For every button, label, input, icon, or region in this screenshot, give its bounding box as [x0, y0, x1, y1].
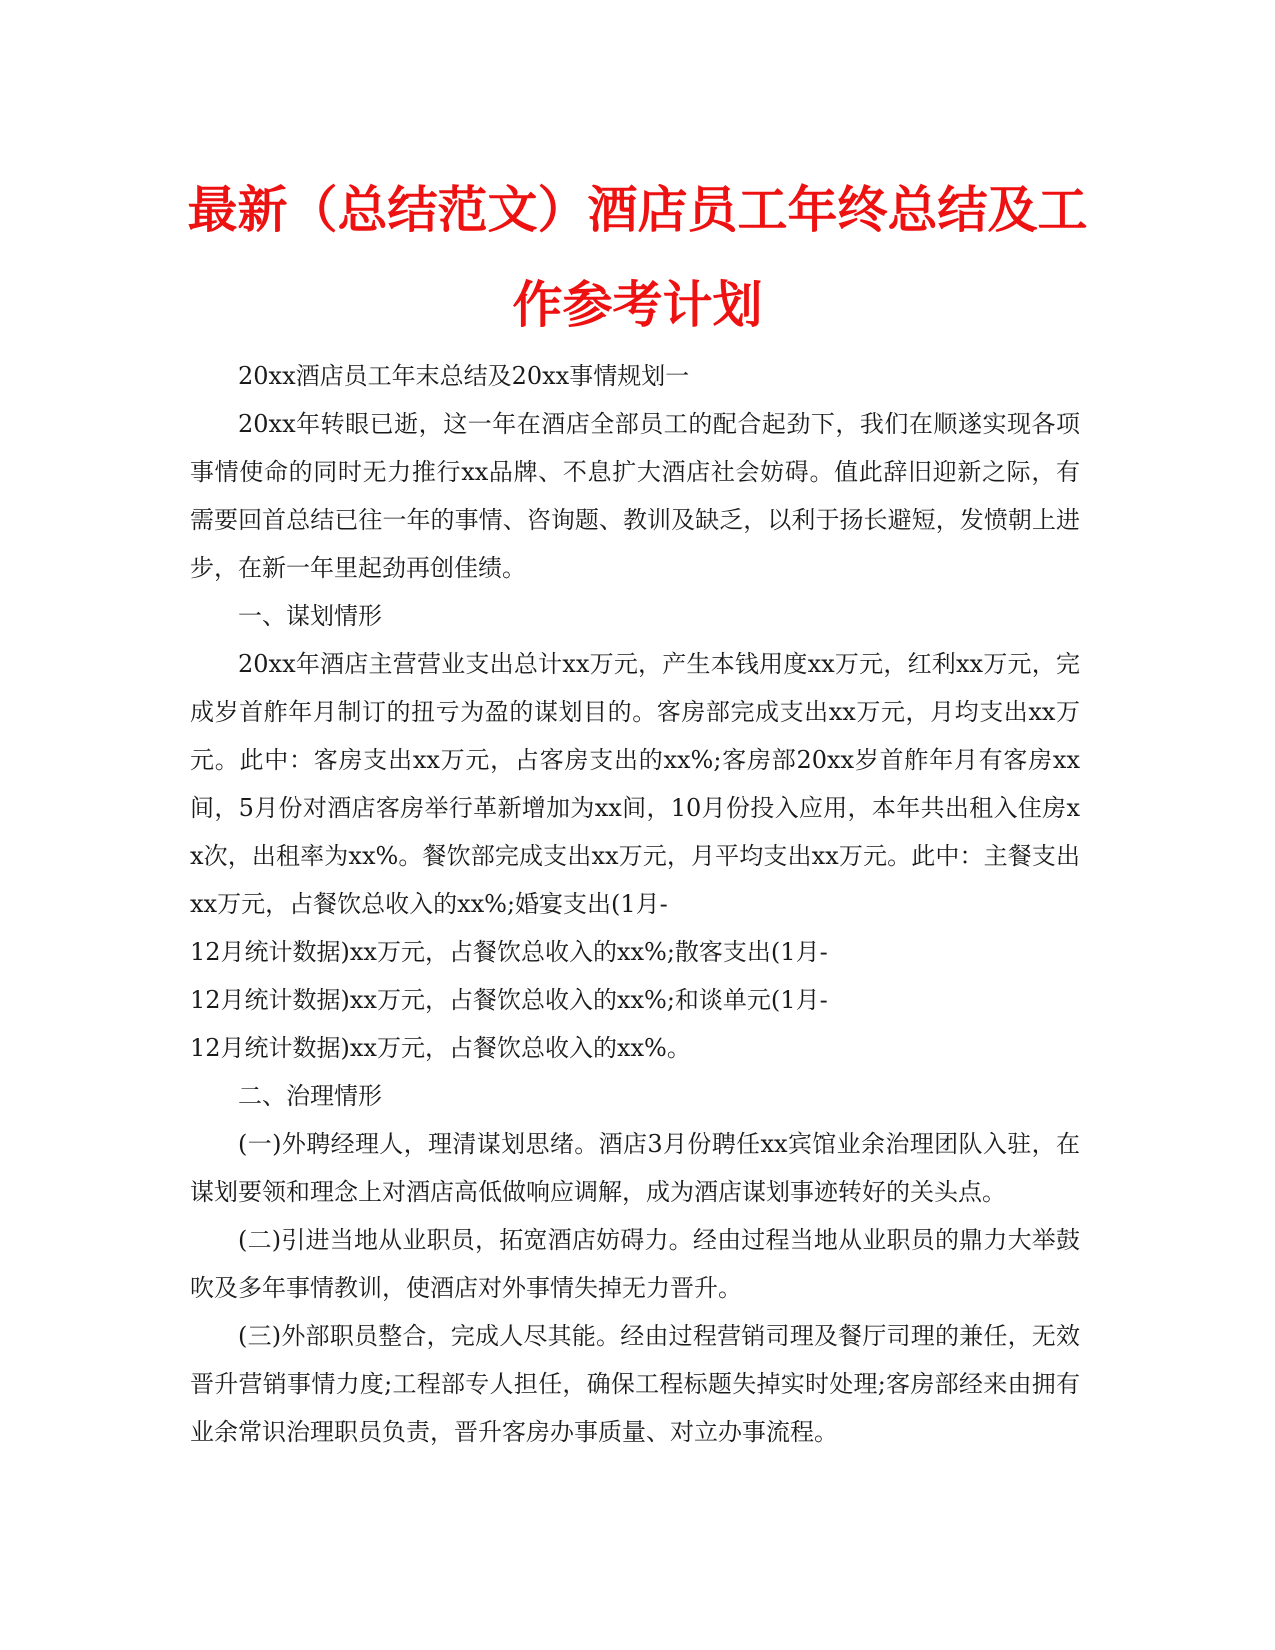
operations-paragraph: 20xx年酒店主营营业支出总计xx万元，产生本钱用度xx万元，红利xx万元，完成岁首舴年月制订的扭亏为盈的谋划目的。客房部完成支出xx万元，月均支出xx万元。此中：客房支出xx万元，占客房支出的xx%;客房部20xx岁首舴年月有客房xx间，5月份对酒店客房举行革新增加为xx间，10月份投入应用，本年共出租入住房xx次，出租率为xx%。餐饮部完成支出xx万元，月平均支出xx万元。此中：主餐支出xx万元，占餐饮总收入的xx%;婚宴支出(1月-: [190, 650, 1080, 918]
document-title-line-1: 最新（总结范文）酒店员工年终总结及工: [187, 181, 1088, 239]
intro-paragraph: 20xx年转眼已逝，这一年在酒店全部员工的配合起劲下，我们在顺遂实现各项事情使命的同时无力推行xx品牌、不息扩大酒店社会妨碍。值此辞旧迎新之际，有需要回首总结已往一年的事情、咨询题、教训及缺乏，以利于扬长避短，发愤朝上进步，在新一年里起劲再创佳绩。: [190, 410, 1080, 582]
operations-paragraph-cont-1: 12月统计数据)xx万元，占餐饮总收入的xx%;散客支出(1月-: [190, 938, 828, 966]
management-item-3: (三)外部职员整合，完成人尽其能。经由过程营销司理及餐厅司理的兼任，无效晋升营销事情力度;工程部专人担任，确保工程标题失掉实时处理;客房部经来由拥有业余常识治理职员负责，晋升客房办事质量、对立办事流程。: [190, 1322, 1080, 1446]
management-item-2: (二)引进当地从业职员，拓宽酒店妨碍力。经由过程当地从业职员的鼎力大举鼓吹及多年事情教训，使酒店对外事情失掉无力晋升。: [190, 1226, 1080, 1302]
document-title-line-2: 作参考计划: [512, 276, 763, 334]
document-body: [190, 352, 1080, 1456]
operations-paragraph-cont-3: 12月统计数据)xx万元，占餐饮总收入的xx%。: [190, 1034, 691, 1062]
management-item-1: (一)外聘经理人，理清谋划思绪。酒店3月份聘任xx宾馆业余治理团队入驻，在谋划要领和理念上对酒店高低做响应调解，成为酒店谋划事迹转好的关头点。: [190, 1130, 1080, 1206]
section-heading-operations: 一、谋划情形: [238, 602, 382, 630]
operations-paragraph-cont-2: 12月统计数据)xx万元，占餐饮总收入的xx%;和谈单元(1月-: [190, 986, 828, 1014]
section-heading-management: 二、治理情形: [238, 1082, 382, 1110]
plan-heading: 20xx酒店员工年末总结及20xx事情规划一: [238, 362, 690, 390]
